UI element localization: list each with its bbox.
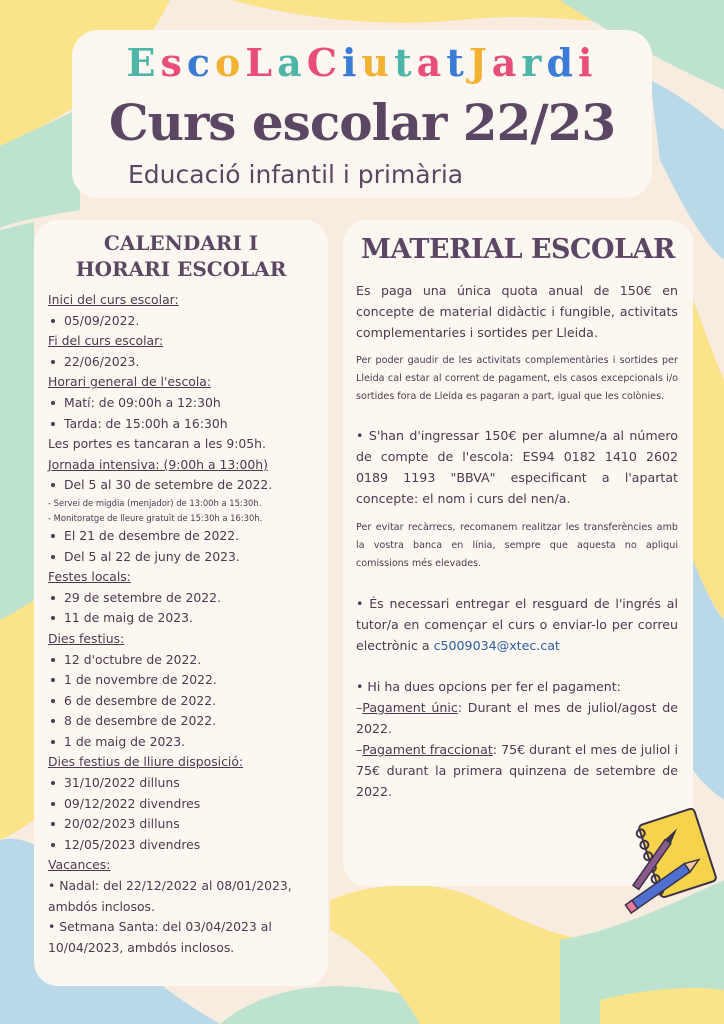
local-holiday-item: 29 de setembre de 2022. (48, 588, 324, 609)
intensive-item: Del 5 al 30 de setembre de 2022. (48, 475, 324, 496)
material-body (356, 280, 678, 802)
material-card (343, 220, 693, 886)
afternoon-schedule: Tarda: de 15:00h a 16:30h (48, 414, 324, 435)
vacation-item: • Nadal: del 22/12/2022 al 08/01/2023, ambdós inclosos. (48, 878, 292, 914)
payment-single: –Pagament únic: Durant el mes de juliol/agost de 2022. (356, 700, 678, 736)
course-title: Curs escolar 22/23 (108, 93, 616, 152)
free-day-item: 31/10/2022 dilluns (48, 773, 324, 794)
course-subtitle: Educació infantil i primària (128, 160, 464, 189)
school-email-link[interactable]: c5009034@xtec.cat (433, 638, 560, 653)
fee-paragraph: Es paga una única quota anual de 150€ en concepte de material didàctic i fungible, activitats complementaries i sortides per Lleida. (356, 283, 678, 340)
transfer-note: Per evitar recàrrecs, recomanem realitzar les transferències amb la vostra banca en línia, sempre que aquesta no apliqui comissions més elevades. (356, 522, 678, 569)
calendar-title: CALENDARI I HORARI ESCOLAR (75, 231, 287, 281)
end-date: 22/06/2023. (48, 352, 324, 373)
holiday-item: 1 de maig de 2023. (48, 732, 324, 753)
receipt-paragraph: • És necessari entregar el resguard de l'ingrés al tutor/a en començar el curs o enviar-lo per correu electrònic a c5009034@xtec.cat (356, 596, 678, 653)
payment-split: –Pagament fraccionat: 75€ durant el mes de juliol i 75€ durant la primera quinzena de setembre de 2022. (356, 742, 678, 799)
material-title: MATERIAL ESCOLAR (361, 234, 675, 265)
doors-note: Les portes es tancaran a les 9:05h. (48, 436, 266, 452)
start-label: Inici del curs escolar: (48, 292, 179, 307)
vacation-item: • Setmana Santa: del 03/04/2023 al 10/04/2023, ambdós inclosos. (48, 919, 272, 955)
intensive-label: Jornada intensiva: (9:00h a 13:00h) (48, 456, 268, 472)
payment-options-intro: • Hi ha dues opcions per fer el pagament: (356, 679, 621, 694)
service-note: - Monitoratge de lleure gratuït de 15:30h a 16:30h. (48, 512, 263, 523)
vacation-label: Vacances: (48, 857, 111, 873)
free-day-item: 20/02/2023 dilluns (48, 814, 324, 835)
end-label: Fi del curs escolar: (48, 333, 164, 349)
start-date: 05/09/2022. (48, 311, 324, 332)
holiday-item: 8 de desembre de 2022. (48, 711, 324, 732)
calendar-card (34, 220, 328, 986)
holiday-item: 6 de desembre de 2022. (48, 691, 324, 712)
free-day-item: 12/05/2023 divendres (48, 835, 324, 856)
local-holidays-label: Festes locals: (48, 569, 131, 585)
holidays-label: Dies festius: (48, 630, 125, 646)
holiday-item: 1 de novembre de 2022. (48, 670, 324, 691)
notebook-pencil-icon (620, 808, 720, 918)
calendar-body (48, 290, 324, 958)
free-day-item: 09/12/2022 divendres (48, 794, 324, 815)
intensive-item: El 21 de desembre de 2022. (48, 526, 324, 547)
school-name-logo: EscoLaCiutatJardi (126, 40, 598, 85)
morning-schedule: Matí: de 09:00h a 12:30h (48, 393, 324, 414)
service-note: - Servei de migdia (menjador) de 13:00h a 15:30h. (48, 497, 262, 508)
intensive-item: Del 5 al 22 de juny de 2023. (48, 547, 324, 568)
free-days-label: Dies festius de lliure disposició: (48, 754, 244, 770)
header-card (72, 30, 652, 198)
general-schedule-label: Horari general de l'escola: (48, 374, 212, 390)
activities-paragraph: Per poder gaudir de les activitats complementàries i sortides per Lleida cal estar al corrent de pagament, els casos excepcionals i/o sortides fora de Lleida es pagaran a part, igual que les colònies. (356, 355, 678, 402)
bank-account-paragraph: • S'han d'ingressar 150€ per alumne/a al número de compte de l'escola: ES94 0182 1410 2602 0189 1193 "BBVA" especificant a l'apartat concepte: el nom i curs del nen/a. (356, 428, 678, 506)
local-holiday-item: 11 de maig de 2023. (48, 608, 324, 629)
holiday-item: 12 d'octubre de 2022. (48, 650, 324, 671)
